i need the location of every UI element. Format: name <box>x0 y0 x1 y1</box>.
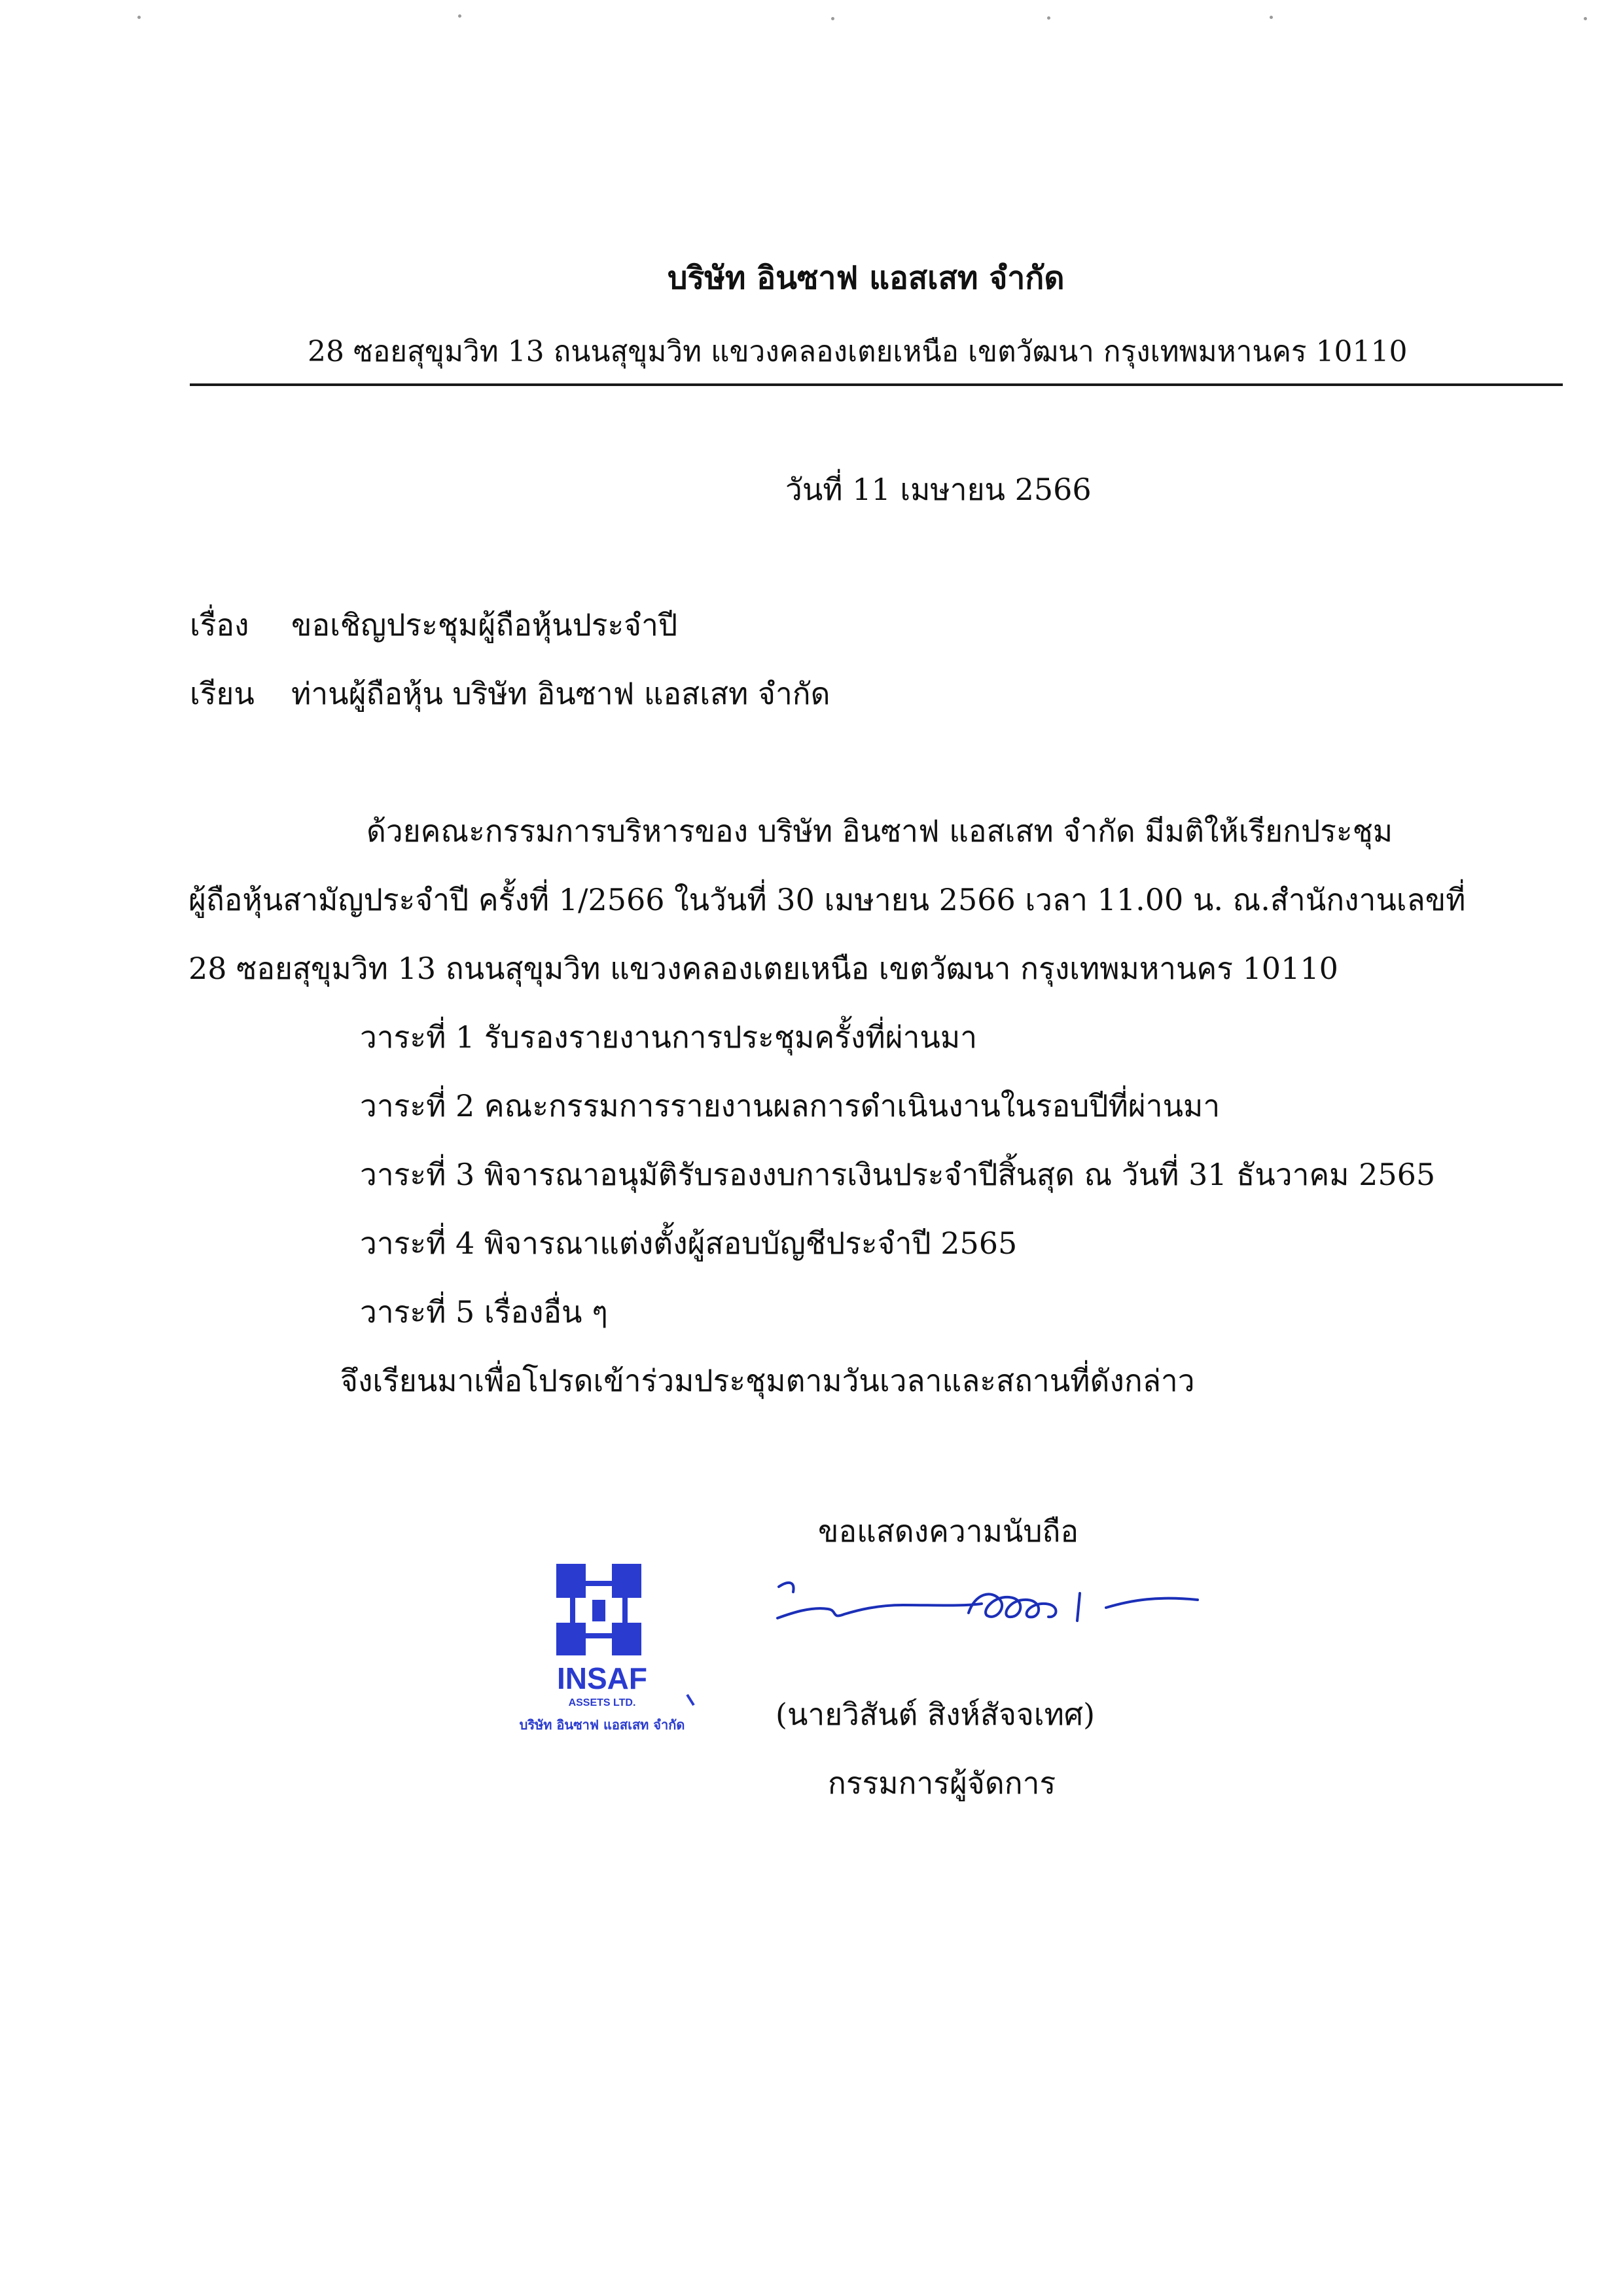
handwritten-signature <box>766 1567 1224 1652</box>
signatory-name: (นายวิสันต์ สิงห์สัจจเทศ) <box>776 1697 1096 1732</box>
company-name: บริษัท อินซาฟ แอสเสท จำกัด <box>668 260 1065 296</box>
body-line: ผู้ถือหุ้นสามัญประจำปี ครั้งที่ 1/2566 ในวันที่ 30 เมษายน 2566 เวลา 11.00 น. ณ.สำนักงานเลขที่ <box>188 882 1466 917</box>
scan-speck <box>831 17 834 20</box>
letter-date: วันที่ 11 เมษายน 2566 <box>785 472 1092 507</box>
company-address: 28 ซอยสุขุมวิท 13 ถนนสุขุมวิท แขวงคลองเตยเหนือ เขตวัฒนา กรุงเทพมหานคร 10110 <box>308 335 1408 368</box>
agenda-item: วาระที่ 2 คณะกรรมการรายงานผลการดำเนินงานในรอบปีที่ผ่านมา <box>360 1088 1221 1123</box>
stamp-brand: INSAF <box>557 1661 647 1695</box>
signatory-position: กรรมการผู้จัดการ <box>828 1765 1056 1801</box>
closing-line: จึงเรียนมาเพื่อโปรดเข้าร่วมประชุมตามวันเวลาและสถานที่ดังกล่าว <box>340 1363 1195 1398</box>
body-line: 28 ซอยสุขุมวิท 13 ถนนสุขุมวิท แขวงคลองเตยเหนือ เขตวัฒนา กรุงเทพมหานคร 10110 <box>188 951 1338 986</box>
header-divider <box>190 383 1563 386</box>
scan-speck <box>1584 17 1587 20</box>
scan-speck <box>1047 16 1050 20</box>
stamp-sub: ASSETS LTD. <box>568 1697 636 1708</box>
body-line: ด้วยคณะกรรมการบริหารของ บริษัท อินซาฟ แอสเสท จำกัด มีมติให้เรียกประชุม <box>366 813 1393 849</box>
agenda-item: วาระที่ 4 พิจารณาแต่งตั้งผู้สอบบัญชีประจำปี 2565 <box>360 1226 1018 1261</box>
subject-text: ขอเชิญประชุมผู้ถือหุ้นประจำปี <box>291 607 678 643</box>
company-stamp <box>478 1557 726 1754</box>
scan-speck <box>1270 16 1273 19</box>
salutation: ขอแสดงความนับถือ <box>818 1513 1079 1549</box>
agenda-item: วาระที่ 5 เรื่องอื่น ๆ <box>360 1294 608 1330</box>
agenda-item: วาระที่ 3 พิจารณาอนุมัติรับรองงบการเงินประจำปีสิ้นสุด ณ วันที่ 31 ธันวาคม 2565 <box>360 1157 1436 1192</box>
agenda-item: วาระที่ 1 รับรองรายงานการประชุมครั้งที่ผ่านมา <box>360 1019 978 1055</box>
stamp-thai: บริษัท อินซาฟ แอสเสท จำกัด <box>519 1717 685 1733</box>
recipient-label: เรียน <box>190 676 255 711</box>
scan-speck <box>458 14 461 18</box>
scan-speck <box>137 16 141 19</box>
subject-label: เรื่อง <box>190 607 249 643</box>
recipient-text: ท่านผู้ถือหุ้น บริษัท อินซาฟ แอสเสท จำกัด <box>291 676 830 711</box>
